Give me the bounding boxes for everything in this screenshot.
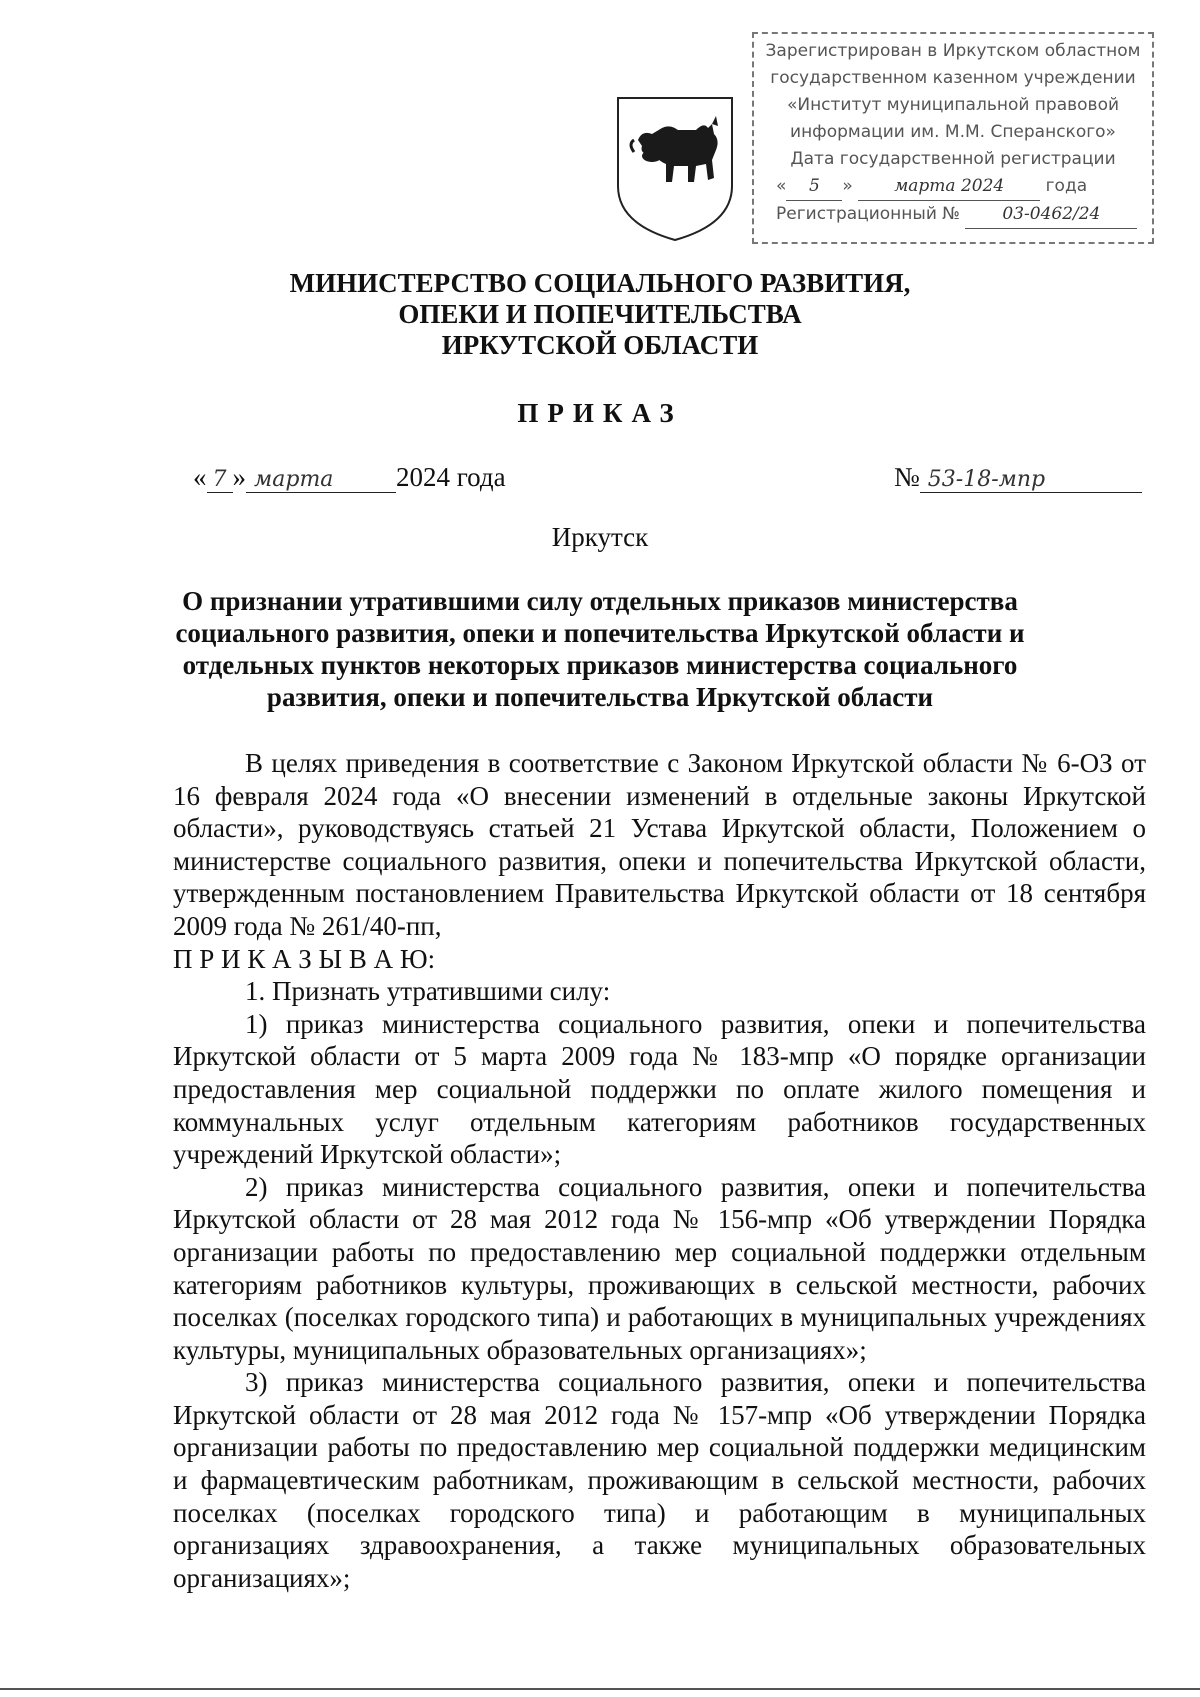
order-body [173,747,1146,1594]
item-1: 1. Признать утратившими силу: [245,976,611,1007]
stamp-registration-date: « 5 » марта 2024 года [754,173,1152,201]
stamp-line-3: «Институт муниципальной правовой [786,95,1120,115]
sub-item-3: 3) приказ министерства социального развития, опеки и попечительства Иркутской области от 28 мая 2012 года № 157-мпр «Об утверждении Порядка организации работы по предоставлению мер социальной поддержки медицинским и фармацевтическим работникам, проживающим в сельской местности, рабочих поселках (поселках городского типа) и работающим в муниципальных организациях здравоохранения, а также муниципальных образовательных организациях»; [173,1367,1146,1593]
stamp-date-day: 5 [786,173,842,201]
ministry-line-2: ОПЕКИ И ПОПЕЧИТЕЛЬСТВА [398,299,802,329]
page-bottom-rule [0,1688,1200,1690]
city: Иркутск [551,522,649,552]
order-word: П Р И К А З Ы В А Ю: [173,943,436,974]
ministry-line-1: МИНИСТЕРСТВО СОЦИАЛЬНОГО РАЗВИТИЯ, [289,268,911,298]
stamp-line-5: Дата государственной регистрации [790,149,1116,169]
stamp-line-4: информации им. М.М. Сперанского» [790,122,1116,142]
order-subject [170,585,1030,713]
stamp-reg-number: 03-0462/24 [965,201,1137,229]
sub-item-2: 2) приказ министерства социального развития, опеки и попечительства Иркутской области от 28 мая 2012 года № 156-мпр «Об утверждении Порядка организации работы по предоставлению мер социальной поддержки отдельным категориям работников культуры, проживающих в сельской местности, рабочих поселках (поселках городского типа) и работающих в муниципальных учреждениях культуры, муниципальных образовательных организациях»; [173,1171,1146,1365]
subject-line-4: развития, опеки и попечительства Иркутской области [266,682,934,712]
registration-stamp [752,32,1154,244]
subject-line-1: О признании утратившими силу отдельных приказов министерства [182,586,1018,616]
subject-line-2: социального развития, опеки и попечительства Иркутской области и [175,618,1025,648]
document-type: ПРИКАЗ [517,398,683,428]
stamp-registration-number: Регистрационный № 03-0462/24 [754,201,1152,229]
order-date-day: 7 [207,467,233,493]
ministry-name [0,268,1200,361]
order-date: « 7 » марта 2024 года [193,462,506,492]
order-number: № 53-18-мпр [894,462,1142,493]
sub-item-1: 1) приказ министерства социального развития, опеки и попечительства Иркутской области от 5 марта 2009 года № 183-мпр «О порядке организации предоставления мер социальной поддержки по оплате жилого помещения и коммунальных услуг отдельным категориям работников государственных учреждений Иркутской области»; [173,1008,1146,1170]
stamp-date-month: марта 2024 [858,173,1040,201]
order-number-value: 53-18-мпр [920,467,1142,493]
stamp-line-1: Зарегистрирован в Иркутском областном [765,41,1141,61]
order-date-month: марта [246,467,396,493]
preamble-paragraph: В целях приведения в соответствие с Законом Иркутской области № 6-ОЗ от 16 февраля 2024 года «О внесении изменений в отдельные законы Иркутской области», руководствуясь статьей 21 Устава Иркутской области, Положением о министерстве социального развития, опеки и попечительства Иркутской области, утвержденным постановлением Правительства Иркутской области от 18 сентября 2009 года № 261/40-пп, [173,748,1146,941]
ministry-line-3: ИРКУТСКОЙ ОБЛАСТИ [441,330,759,360]
subject-line-3: отдельных пунктов некоторых приказов министерства социального [182,650,1018,680]
order-date-year: 2024 года [396,462,506,492]
coat-of-arms-icon [612,94,738,244]
stamp-line-2: государственном казенном учреждении [770,68,1136,88]
